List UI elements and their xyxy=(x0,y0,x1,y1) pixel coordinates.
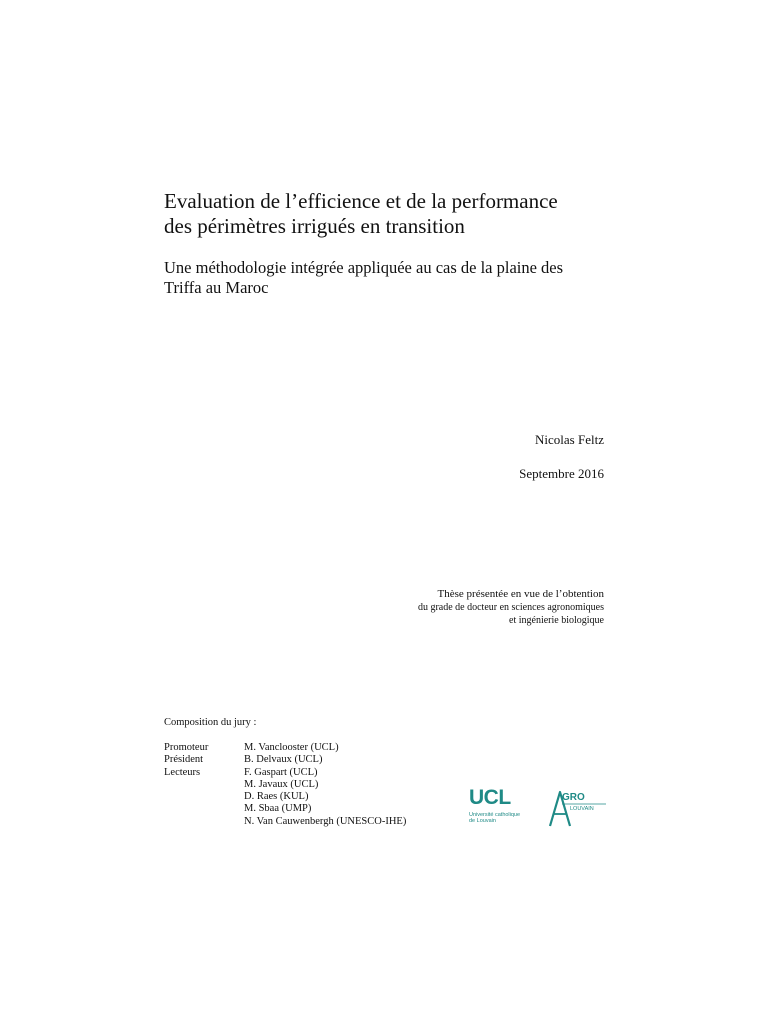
agro-louvain-logo xyxy=(548,788,610,830)
ucl-logo-subtitle-line-1: Université catholique xyxy=(469,812,521,818)
jury-member: M. Sbaa (UMP) xyxy=(244,803,312,815)
jury-role: Promoteur xyxy=(164,742,209,753)
jury-row xyxy=(164,754,406,766)
thesis-statement-line-3: et ingénierie biologique xyxy=(509,615,604,626)
thesis-subtitle-line-2: Triffa au Maroc xyxy=(164,278,269,297)
jury-row xyxy=(164,791,406,803)
thesis-title-line-1: Evaluation de l’efficience et de la performance xyxy=(164,189,558,213)
agro-logo-word: GRO xyxy=(562,792,585,803)
ucl-logo-letters: UCL xyxy=(469,786,511,809)
logos xyxy=(466,780,610,832)
thesis-subtitle xyxy=(164,258,624,298)
thesis-subtitle-line-1: Une méthodologie intégrée appliquée au cas de la plaine des xyxy=(164,258,564,277)
jury-row xyxy=(164,742,406,754)
ucl-logo-subtitle xyxy=(469,812,520,824)
thesis-title xyxy=(164,189,624,239)
ucl-logo-subtitle-line-2: de Louvain xyxy=(469,818,496,824)
author-name: Nicolas Feltz xyxy=(535,432,604,447)
jury-role: Président xyxy=(164,754,204,766)
thesis-statement-line-2: du grade de docteur en sciences agronomiques xyxy=(417,602,604,613)
jury-member: F. Gaspart (UCL) xyxy=(244,766,318,778)
agro-logo-subword: LOUVAIN xyxy=(570,806,594,812)
jury-role xyxy=(164,803,244,815)
jury-row xyxy=(164,779,406,791)
jury-row xyxy=(164,767,406,779)
thesis-statement-line-1: Thèse présentée en vue de l’obtention xyxy=(437,588,604,600)
jury-role xyxy=(164,816,244,828)
jury-role xyxy=(164,791,244,803)
thesis-title-line-2: des périmètres irrigués en transition xyxy=(164,214,465,238)
jury-heading: Composition du jury : xyxy=(164,717,257,728)
jury-role xyxy=(164,779,244,791)
jury-member: D. Raes (KUL) xyxy=(244,791,309,803)
jury-list xyxy=(164,742,406,828)
jury-row xyxy=(164,816,406,828)
jury-member: N. Van Cauwenbergh (UNESCO-IHE) xyxy=(244,815,407,827)
thesis-statement xyxy=(418,588,604,627)
jury-member: B. Delvaux (UCL) xyxy=(244,754,323,766)
jury-member: M. Javaux (UCL) xyxy=(244,778,319,790)
jury-member: M. Vanclooster (UCL) xyxy=(244,742,339,753)
thesis-date: Septembre 2016 xyxy=(519,466,604,481)
ucl-logo xyxy=(466,780,544,830)
jury-row xyxy=(164,803,406,815)
jury-role: Lecteurs xyxy=(164,766,201,778)
